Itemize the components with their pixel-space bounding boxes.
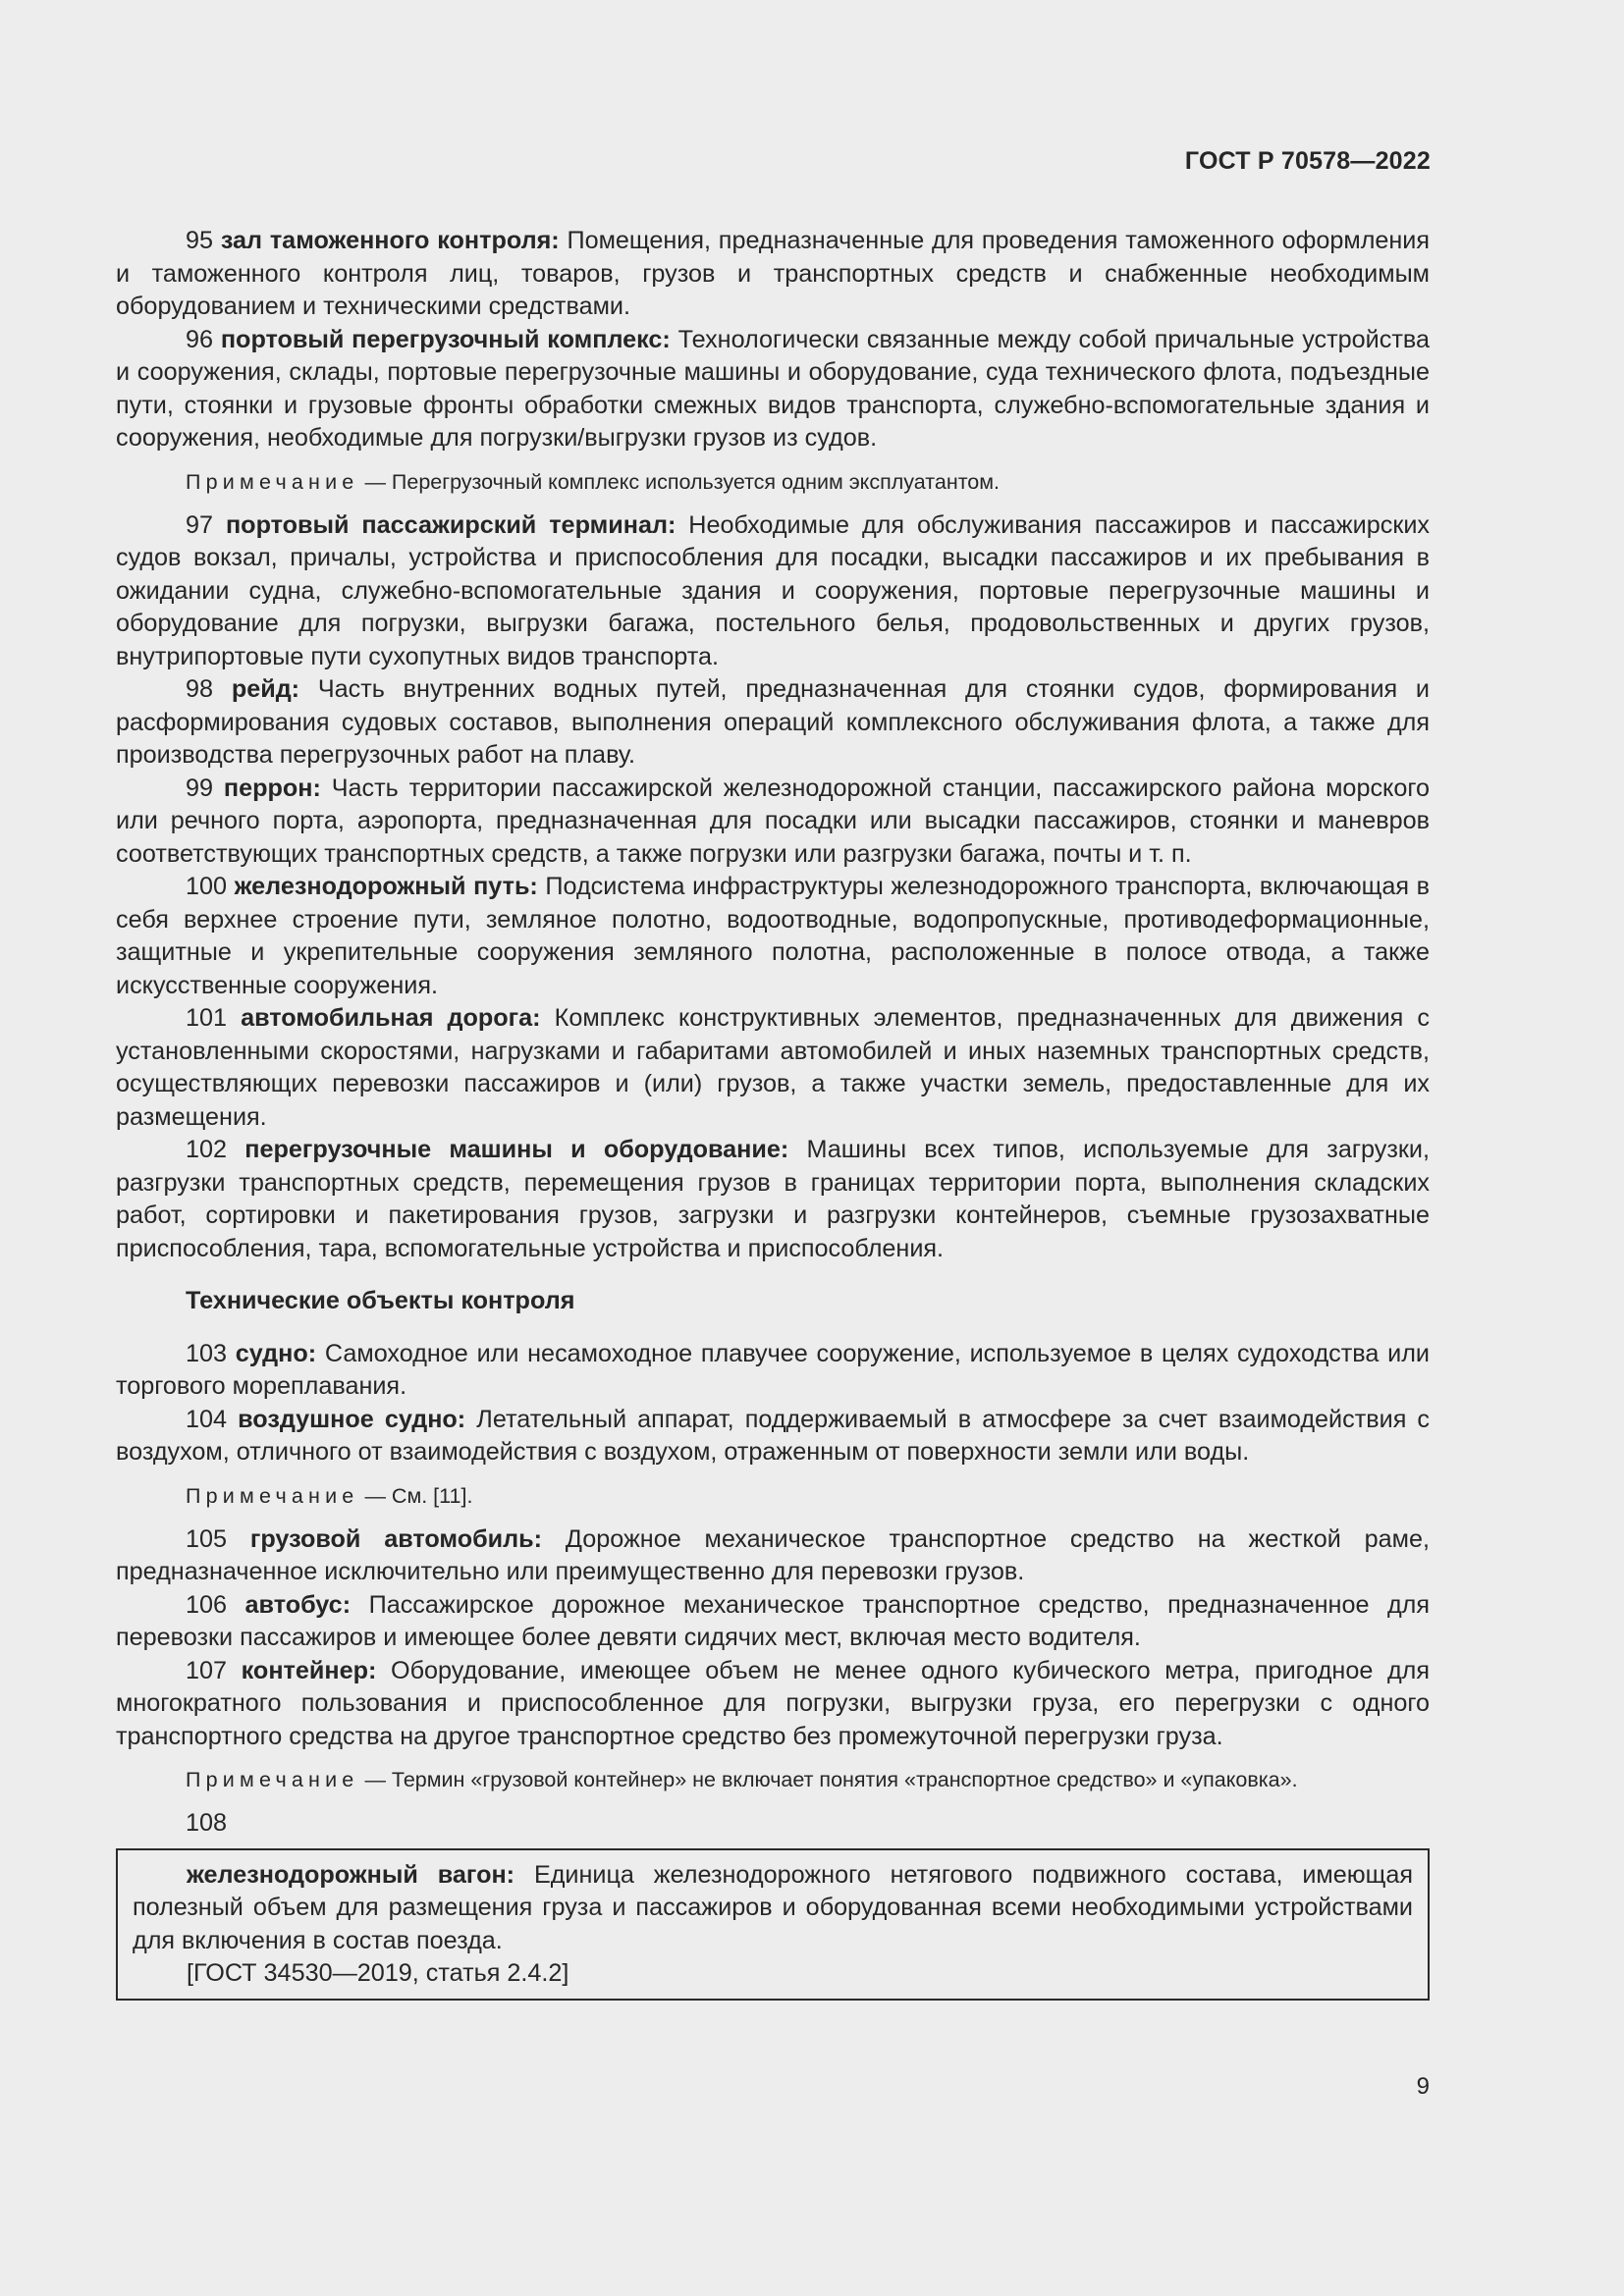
term-entry-106 [116, 1589, 1430, 1655]
note-text: — Термин «грузовой контейнер» не включает понятия «транспортное средство» и «упаковка». [364, 1768, 1298, 1791]
entry-definition: Часть внутренних водных путей, предназначенная для стоянки судов, формирования и расформирования судовых составов, выполнения операций комплексного обслуживания флота, а также для производства перегрузочных работ на плаву. [116, 675, 1431, 769]
section-heading: Технические объекты контроля [186, 1287, 575, 1314]
entry-definition: Оборудование, имеющее объем не менее одного кубического метра, пригодное для многократного пользования и приспособленное для погрузки, выгрузки груза, его перегрузки с одного транспортного средства на другое транспортное средство без промежуточной перегрузки груза. [116, 1656, 1431, 1750]
entry-number: 95 [186, 227, 214, 254]
entry-term: перегрузочные машины и оборудование: [244, 1136, 789, 1163]
entry-definition: Дорожное механическое транспортное средство на жесткой раме, предназначенное исключительно или преимущественно для перевозки грузов. [116, 1524, 1430, 1585]
source-reference: [ГОСТ 34530—2019, статья 2.4.2] [187, 1959, 569, 1987]
document-id-header: ГОСТ Р 70578—2022 [1184, 147, 1431, 175]
entry-definition: Комплекс конструктивных элементов, предназначенных для движения с установленными скоростями, нагрузками и габаритами автомобилей и иных наземных транспортных средств, осуществляющих перевозки пассажиров и (или) грузов, а также участки земель, предоставленные для их размещения. [116, 1004, 1430, 1131]
entry-number: 105 [186, 1524, 228, 1553]
entry-number: 104 [186, 1405, 228, 1433]
entry-number: 103 [186, 1339, 228, 1367]
document-body [116, 225, 1430, 2001]
entry-term: зал таможенного контроля: [220, 227, 560, 254]
note-text: — Перегрузочный комплекс используется одним эксплуатантом. [364, 469, 1001, 494]
term-entry-99 [116, 773, 1430, 872]
entry-term: железнодорожный вагон: [187, 1860, 515, 1889]
entry-definition: Необходимые для обслуживания пассажиров и пассажирских судов вокзал, причалы, устройства и приспособления для посадки, высадки пассажиров и их пребывания в ожидании судна, служебно-вспомогательные здания и сооружения, портовые перегрузочные машины и оборудование для погрузки, выгрузки багажа, постельного белья, продовольственных и других грузов, внутрипортовые пути сухопутных видов транспорта. [116, 510, 1431, 670]
entry-definition: Технологически связанные между собой причальные устройства и сооружения, склады, портовые перегрузочные машины и оборудование, суда технического флота, подъездные пути, стоянки и грузовые фронты обработки смежных видов транспорта, служебно-вспомогательные здания и сооружения, необходимые для погрузки/выгрузки грузов из судов. [116, 325, 1430, 452]
note-label: Примечание [186, 1768, 359, 1791]
entry-number: 102 [186, 1136, 228, 1163]
term-entry-98 [116, 673, 1430, 773]
entry-term: судно: [235, 1339, 317, 1367]
entry-definition: Часть территории пассажирской железнодорожной станции, пассажирского района морского или речного порта, аэропорта, предназначенная для посадки или высадки пассажиров, стоянки и маневров соответствующих транспортных средств, а также погрузки или разгрузки багажа, почты и т. п. [116, 774, 1430, 868]
entry-number: 99 [186, 774, 214, 802]
note-label: Примечание [186, 469, 359, 494]
entry-number: 107 [186, 1656, 228, 1684]
entry-term: перрон: [223, 774, 321, 802]
term-entry-104 [116, 1404, 1430, 1469]
entry-term: портовый пассажирский терминал: [225, 510, 677, 539]
entry-definition: Единица железнодорожного нетягового подвижного состава, имеющая полезный объем для размещения груза и пассажиров и оборудованная всеми необходимыми устройствами для включения в состав поезда. [133, 1860, 1413, 1954]
note-label: Примечание [186, 1483, 359, 1508]
term-entry-100 [116, 871, 1430, 1002]
note-96 [116, 467, 1430, 498]
entry-definition: Летательный аппарат, поддерживаемый в атмосфере за счет взаимодействия с воздухом, отличного от взаимодействия с воздухом, отраженным от поверхности земли или воды. [116, 1405, 1431, 1466]
entry-definition: Машины всех типов, используемые для загрузки, разгрузки транспортных средств, перемещения грузов в границах территории порта, выполнения складских работ, сортировки и пакетирования грузов, загрузки и разгрузки контейнеров, съемные грузозахватные приспособления, тара, вспомогательные устройства и приспособления. [116, 1136, 1430, 1262]
entry-term: железнодорожный путь: [234, 873, 538, 900]
entry-term: грузовой автомобиль: [249, 1524, 543, 1553]
entry-definition: Пассажирское дорожное механическое транспортное средство, предназначенное для перевозки пассажиров и имеющее более девяти сидячих мест, включая место водителя. [116, 1590, 1430, 1651]
term-entry-97 [116, 509, 1430, 674]
entry-number: 97 [186, 510, 214, 539]
entry-definition: Помещения, предназначенные для проведения таможенного оформления и таможенного контроля лиц, товаров, грузов и транспортных средств и снабженные необходимым оборудованием и техническими средствами. [116, 227, 1431, 320]
entry-number: 106 [186, 1590, 228, 1619]
boxed-definition [133, 1859, 1413, 1958]
term-entry-101 [116, 1002, 1430, 1134]
entry-definition: Подсистема инфраструктуры железнодорожного транспорта, включающая в себя верхнее строение пути, земляное полотно, водоотводные, водопропускные, противодеформационные, защитные и укрепительные сооружения земляного полотна, расположенные в полосе отвода, а также искусственные сооружения. [116, 873, 1431, 999]
note-107 [116, 1765, 1430, 1795]
entry-term: автомобильная дорога: [241, 1004, 541, 1032]
boxed-term-entry-108 [116, 1848, 1430, 2001]
note-104 [116, 1481, 1430, 1512]
page-number: 9 [1416, 2073, 1430, 2100]
term-entry-102 [116, 1134, 1430, 1265]
term-entry-107 [116, 1655, 1430, 1754]
entry-definition: Самоходное или несамоходное плавучее сооружение, используемое в целях судоходства или торгового мореплавания. [116, 1339, 1430, 1400]
entry-term: портовый перегрузочный комплекс: [220, 325, 671, 353]
entry-term: рейд: [231, 675, 300, 703]
entry-number: 101 [186, 1004, 228, 1032]
entry-number: 98 [186, 675, 214, 703]
entry-number: 100 [186, 873, 228, 900]
note-text: — См. [11]. [364, 1483, 473, 1508]
term-entry-105 [116, 1523, 1430, 1589]
term-entry-103 [116, 1338, 1430, 1404]
entry-number-108: 108 [186, 1809, 228, 1837]
entry-number: 96 [186, 325, 214, 353]
entry-term: воздушное судно: [238, 1405, 466, 1433]
term-entry-95 [116, 225, 1430, 324]
entry-term: контейнер: [241, 1656, 377, 1684]
entry-term: автобус: [244, 1590, 352, 1619]
term-entry-96 [116, 324, 1430, 455]
